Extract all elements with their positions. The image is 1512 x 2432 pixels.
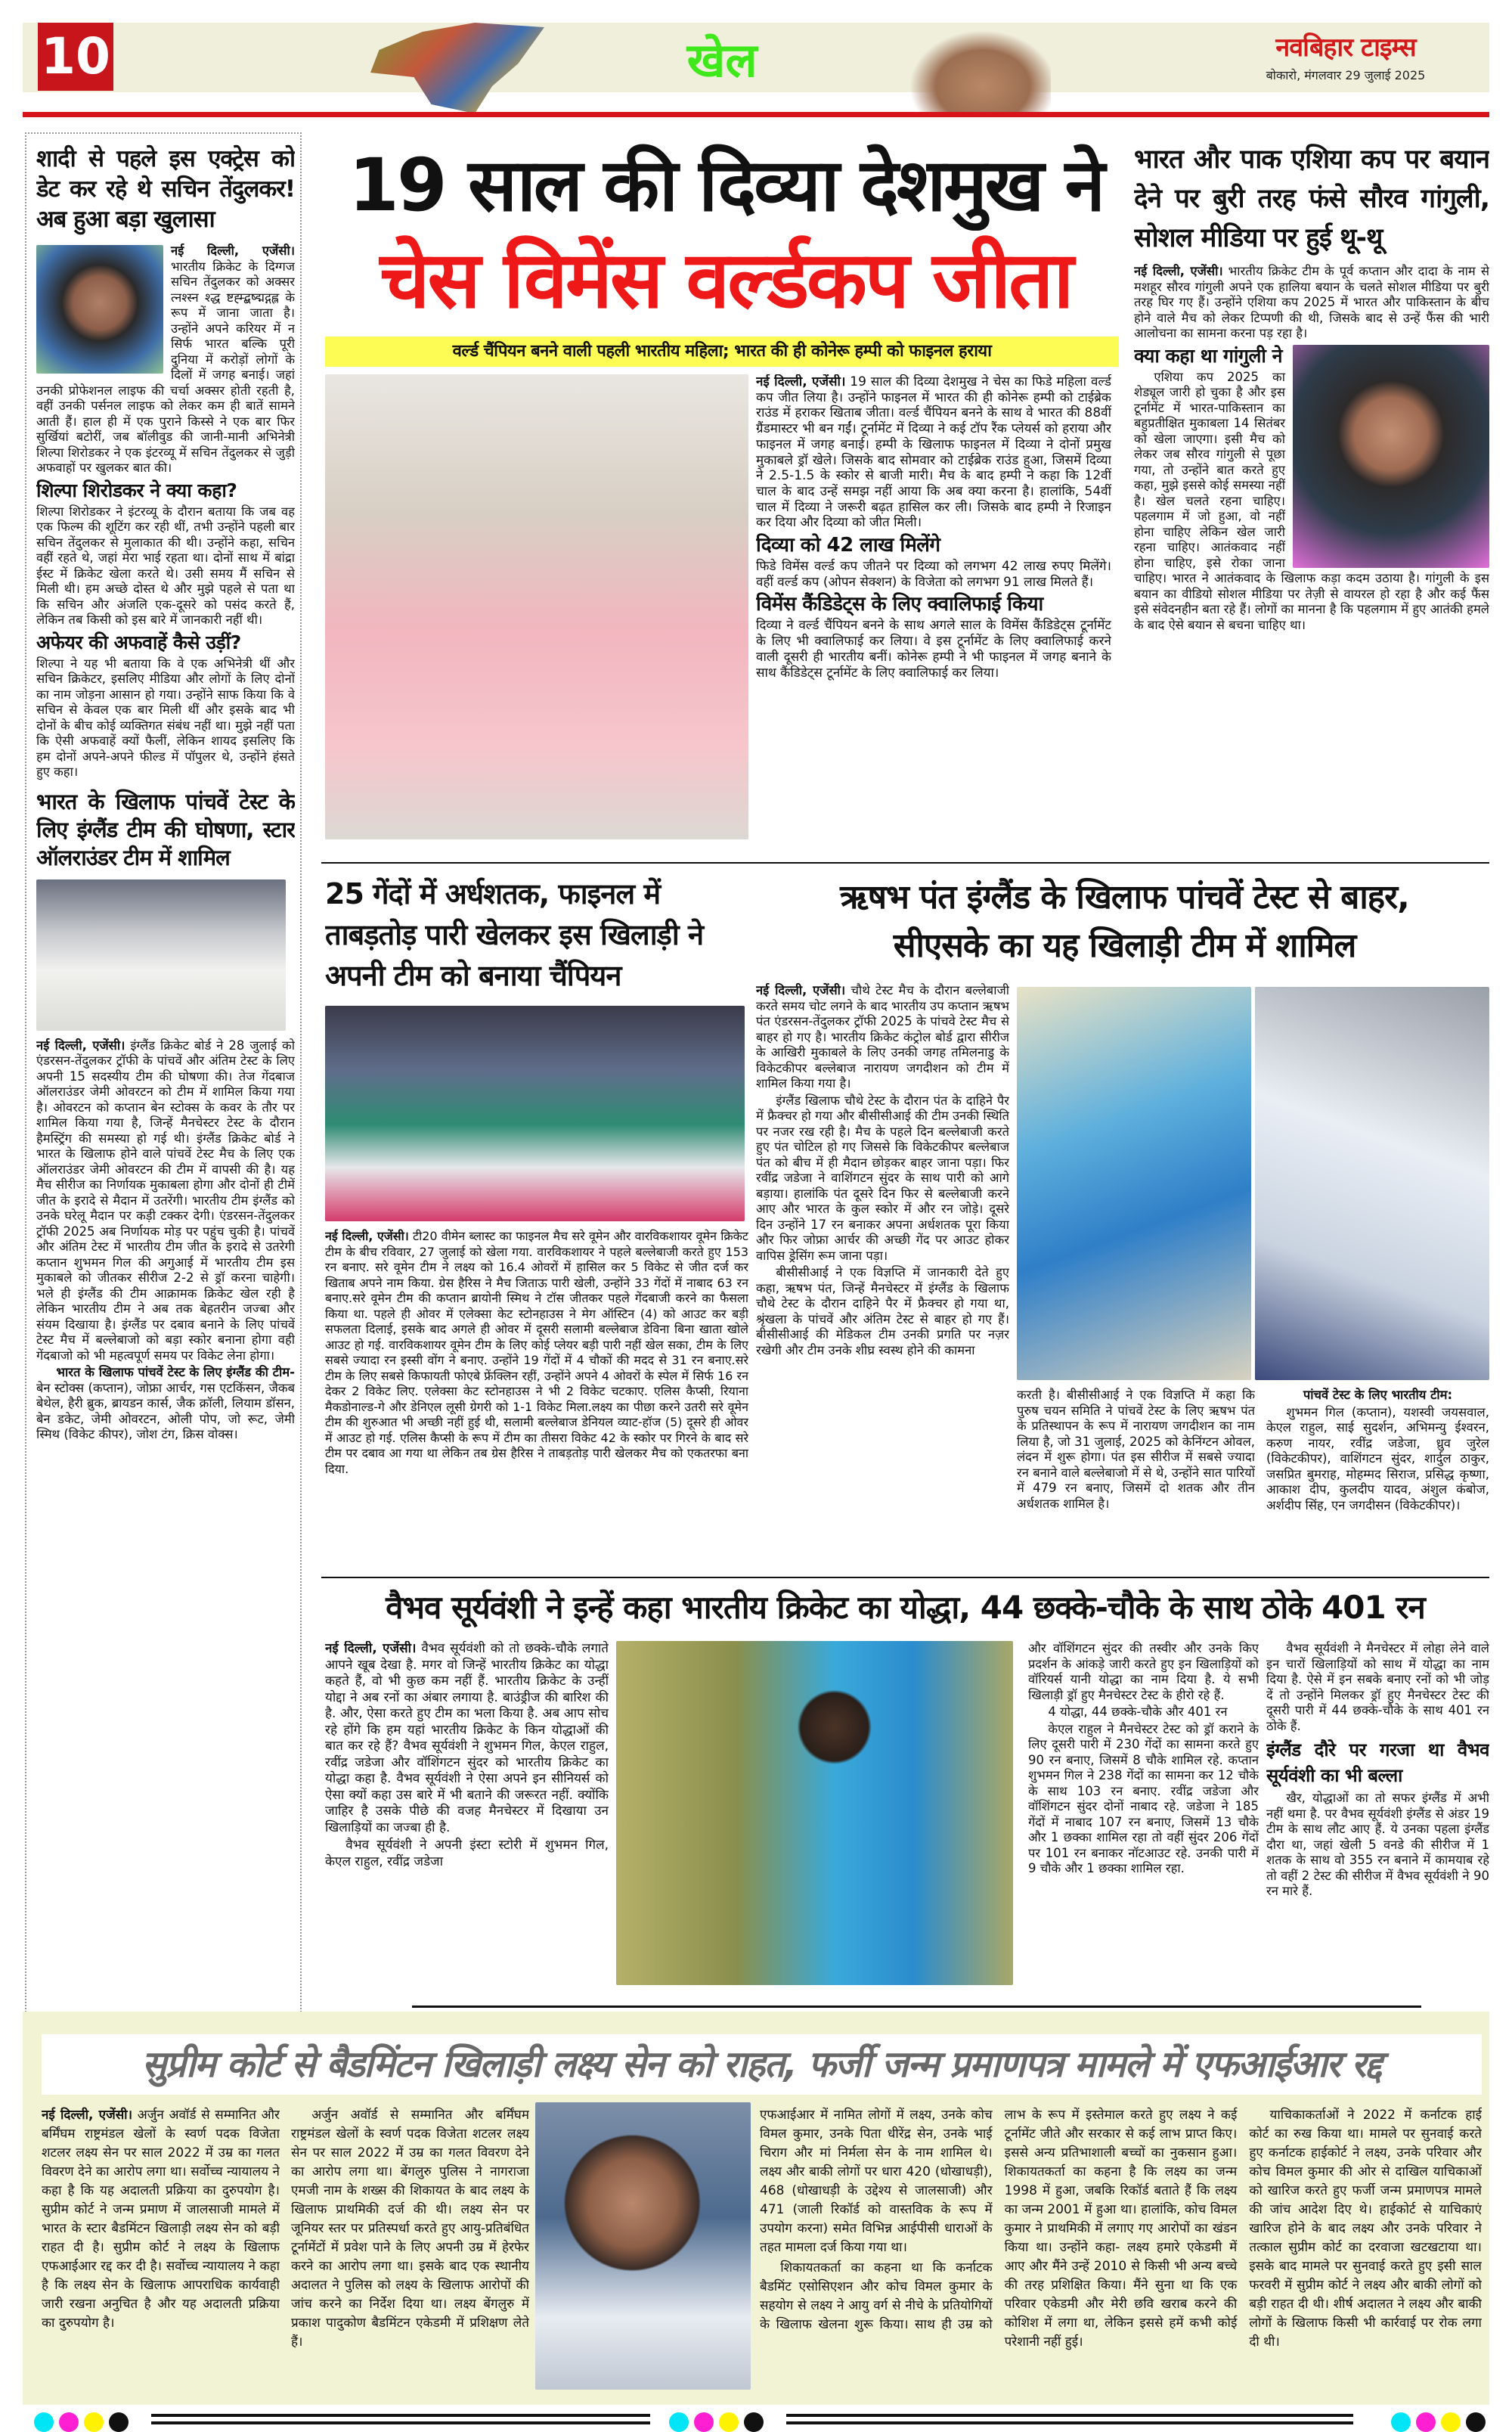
pant-walking-off-photo <box>1255 987 1489 1380</box>
ganguly-column <box>1134 140 1489 855</box>
lead-body <box>756 374 1111 847</box>
registration-mark-magenta <box>694 2412 714 2432</box>
pant-headline-line-2: सीएसके का यह खिलाड़ी टीम में शामिल <box>893 926 1356 965</box>
ganguly-headline: भारत और पाक एशिया कप पर बयान देने पर बुरी तरह फंसे सौरव गांगुली, सोशल मीडिया पर हुई थू-थू <box>1134 144 1489 253</box>
india-team-list: शुभमन गिल (कप्तान), यशस्वी जयसवाल, केएल राहुल, साई सुदर्शन, अभिमन्यु ईश्वरन, करुण नायर, रवींद्र जडेजा, ध्रुव जुरेल (विकेटकीपर), वाशिंगटन सुंदर, शार्दुल ठाकुर, जसप्रित बुमराह, मोहम्मद सिराज, प्रसिद्ध कृष्णा, आकाश दीप, कुलदीप यादव, अंशुल कंबोज, अर्शदीप सिंह, एन जगदीसन (विकेटकीपर)। <box>1266 1404 1489 1512</box>
registration-mark-cyan <box>1391 2412 1411 2432</box>
t20-paragraph: टी20 वीमेन ब्लास्ट का फाइनल मैच सरे वूमेन और वारविकशायर वूमेन क्रिकेट टीम के बीच रविवार, 27 जुलाई को खेला गया. वारविकशायर ने पहले बल्लेबाजी करते हुए 153 रन बनाए. सरे वूमेन टीम ने लक्ष्य को 16.4 ओवरों में हासिल कर 5 विकेट से जीत दर्ज कर खिताब अपने नाम किया. ग्रेस हैरिस ने मैच जिताऊ पारी खेली, उन्होंने 33 गेंदों में नाबाद 63 रन बनाए.सरे वूमेन टीम की कप्तान ब्रायोनी स्मिथ ने टॉस जीतकर पहले गेंदबाजी करने का फैसला किया था. पहले ही ओवर में एलेक्सा केट स्टोनहाउस ने मेग ऑस्टिन (4) को आउट कर बड़ी सफलता दिलाई, इसके बाद अगले ही ओवर में दूसरी सलामी बल्लेबाज डेविना बिना खाता खोले आउट हो गई. वारविकशायर वूमेन टीम के लिए कोई प्लेयर बड़ी पारी नहीं खेल सका, टीम के लिए सबसे ज्यादा रन इस्सी वोंग ने बनाए. उन्होंने 19 गेंदों में 4 चौकों की मदद से 31 रन बनाए.सरे टीम के लिए सबसे किफायती फोएबे फ्रेंक्लिन रहीं, उन्होंने अपने 4 ओवरों के स्पेल में सिर्फ 16 रन देकर 2 विकेट लिए. एलेक्सा केट स्टोनहाउस ने भी 2 विकेट चटकाए. एलिस कैप्सी, रियाना मैकडोनाल्ड-गे और डेनिएल लूसी ग्रेगरी को 1-1 विकेट मिला.लक्ष्य का पीछा करने उतरी सरे वूमेन टीम की शुरुआत भी अच्छी नहीं हुई थी, सलामी बल्लेबाज डेनियल व्याट-हॉज (5) दूसरे ही ओवर में आउट हो गई. एलिस कैप्सी के रूप में टीम का तीसरा विकेट 42 के स्कोर पर गिरने के बाद सरे टीम पर दबाव आ गया था लेकिन तब ग्रेस हैरिस ने ताबड़तोड़ पारी खेलकर मैच को एकतरफा बना दिया. <box>325 1229 748 1476</box>
surrey-team-celebration-photo <box>325 1006 745 1221</box>
lakshya-paragraph-2: अर्जुन अवॉर्ड से सम्मानित और बर्मिंघम राष्ट्रमंडल खेलों के स्वर्ण पदक विजेता शटलर लक्ष्य सेन पर साल 2022 में उम्र का गलत विवरण देने का आरोप लगा था। बेंगलुरु पुलिस ने नागराजा एमजी नाम के शख्स की शिकायत के बाद लक्ष्य के खिलाफ प्राथमिकी दर्ज की थी। लक्ष्य सेन पर जूनियर स्तर पर प्रतिस्पर्धा करते हुए आयु-प्रतिबंधित टूर्नामेंटों में प्रवेश पाने के लिए अपनी उम्र में हेरफेर करने का आरोप लगा था। इसके बाद एक स्थानीय अदालत ने पुलिस को लक्ष्य के खिलाफ आरोपों की जांच करने का निर्देश दिया था। लक्ष्य बेंगलुरु में प्रकाश पादुकोण बैडमिंटन एकेडमी में प्रशिक्षण लेते हैं। <box>291 2108 529 2350</box>
lakshya-columns-3-5 <box>760 2106 1482 2397</box>
england-headline: भारत के खिलाफ पांचवें टेस्ट के लिए इंग्लैंड टीम की घोषणा, स्टार ऑलराउंडर टीम में शामिल <box>36 788 295 870</box>
lakshya-paragraph-1: अर्जुन अवॉर्ड से सम्मानित और बर्मिंघम राष्ट्रमंडल खेलों के स्वर्ण पदक विजेता शटलर लक्ष्य सेन पर साल 2022 में उम्र का गलत विवरण देने का आरोप लगा था। सर्वोच्च न्यायालय ने कहा है कि यह अदालती प्रक्रिया का दुरुपयोग है। सुप्रीम कोर्ट ने जन्म प्रमाण में जालसाजी मामले में भारत के स्टार बैडमिंटन खिलाड़ी लक्ष्य सेन को बड़ी राहत दी है। सुप्रीम कोर्ट ने लक्ष्य के खिलाफ एफआईआर रद्द कर दी है। सर्वोच्च न्यायालय ने कहा है कि लक्ष्य सेन के खिलाफ आपराधिक कार्यवाही जारी रखना अनुचित है और यह अदालती प्रक्रिया का दुरुपयोग है। <box>42 2108 280 2331</box>
ganguly-subheading: क्या कहा था गांगुली ने <box>1134 344 1282 367</box>
section-divider <box>412 2005 1421 2008</box>
registration-mark-yellow <box>84 2412 104 2432</box>
sachin-paragraph-2: शिल्पा शिरोडकर ने इंटरव्यू के दौरान बताया कि जब वह एक फिल्म की शूटिंग कर रही थीं, तभी उन्होंने पहली बार सचिन तेंदुलकर से मुलाकात की थी। उन्होंने कहा, सचिन वहीं रहते थे, जहां मेरा भाई रहता था। दोनों साथ में बांद्रा ईस्ट में क्रिकेट खेला करते थे। उसी समय मैं सचिन से मिली थी। हम अच्छे दोस्त थे और मुझे पहले से पता था कि सचिन और अंजलि एक-दूसरे को पसंद करते हैं, लेकिन तब किसी को इस बारे में जानकारी नहीं थी। <box>36 504 295 627</box>
dateline: नई दिल्ली, एजेंसी। <box>36 1038 125 1053</box>
registration-mark-cyan <box>34 2412 54 2432</box>
dateline: नई दिल्ली, एजेंसी। <box>756 374 846 389</box>
registration-mark-black <box>1466 2412 1486 2432</box>
registration-mark-yellow <box>719 2412 739 2432</box>
england-team-label: भारत के खिलाफ पांचवें टेस्ट के लिए इंग्लैंड की टीम- <box>56 1365 295 1379</box>
england-team-photo <box>36 879 286 1031</box>
left-column <box>36 144 295 2019</box>
lakshya-headline: सुप्रीम कोर्ट से बैडमिंटन खिलाड़ी लक्ष्य सेन को राहत, फर्जी जन्म प्रमाणपत्र मामले में एफआईआर रद्द <box>42 2034 1482 2095</box>
vaibhav-suryavanshi-photo <box>616 1641 1013 1985</box>
vaibhav-body-column-2 <box>1028 1641 1259 1989</box>
ganguly-paragraph-1: भारतीय क्रिकेट टीम के पूर्व कप्तान और दादा के नाम से मशहूर सौरव गांगुली अपने एक हालिया बयान के चलते सोशल मीडिया पर बुरी तरह घिर गए हैं। उन्होंने एशिया कप 2025 में भारत और पाकिस्तान के बीच होने वाले मैच को लेकर टिप्पणी की थी, जिसके बाद से उन्हें फैंस की भारी आलोचना का सामना करना पड़ रहा है। <box>1134 264 1489 340</box>
vaibhav-paragraph-5: केएल राहुल ने मैनचेस्टर टेस्ट को ड्रॉ कराने के लिए दूसरी पारी में 230 गेंदों का सामना करते हुए 90 रन बनाए, जिसमें 8 चौके शामिल रहे. कप्तान शुभमन गिल ने 238 गेंदों का सामना कर 12 चौके के साथ 103 रन बनाए. रवींद्र जडेजा और वॉशिंगटन सुंदर दोनों नाबाद रहे. जडेजा ने 185 गेंदों में नाबाद 107 रन बनाए, जिसमें 13 चौके और 1 छक्का शामिल रहा तो वहीं सुंदर 206 गेंदों पर 101 रन बनाकर नॉटआउट रहे. उनकी पारी में 9 चौके और 1 छक्का शामिल रहा. <box>1028 1721 1259 1875</box>
pant-injury-photo <box>1017 987 1251 1380</box>
lakshya-column-1 <box>42 2106 280 2397</box>
lead-paragraph-2: फिडे विमेंस वर्ल्ड कप जीतने पर दिव्या को लगभग 42 लाख रुपए मिलेंगे। वहीं वर्ल्ड कप (ओपन सेक्शन) के विजेता को लगभग 91 लाख मिलते हैं। <box>756 559 1111 590</box>
vaibhav-body-column-3 <box>1266 1641 1489 1989</box>
sachin-paragraph-3: शिल्पा ने यह भी बताया कि वे एक अभिनेत्री थीं और सचिन क्रिकेटर, इसलिए मीडिया और लोगों के लिए दोनों का नाम जोड़ना आसान हो गया। उन्होंने साफ किया कि वे सचिन से केवल एक बार मिली थीं और इसके बाद भी दोनों के बीच कोई व्यक्तिगत संबंध नहीं था। मुझे नहीं पता कि ऐसी अफवाहें क्यों फैलीं, लेकिन शायद इसलिए कि हम दोनों अपने-अपने फील्ड में पॉपुलर थे, उन्होंने हंसते हुए कहा। <box>36 656 295 779</box>
ganguly-paragraph-2: एशिया कप 2025 का शेड्यूल जारी हो चुका है और इस टूर्नामेंट में भारत-पाकिस्तान का बहुप्रतीक्षित मुकाबला 14 सितंबर को खेला जाएगा। इसी मैच को लेकर जब सौरव गांगुली से पूछा गया, तो उन्होंने बात करते हुए कहा, मुझे इससे कोई समस्या नहीं है। खेल चलते रहना चाहिए। पहलगाम में जो हुआ, वो नहीं होना चाहिए लेकिन खेल जारी रहना चाहिए। आतंकवाद नहीं होना चाहिए, इसे रोका जाना चाहिए। भारत ने आतंकवाद के खिलाफ कड़ा कदम उठाया है। गांगुली के इस बयान का वीडियो सोशल मीडिया पर तेज़ी से वायरल हो रहा है और कई फैंस इसे संवेदनहीन बता रहे हैं। लोगों का मानना है कि पहलगाम में हुए आतंकी हमले के बाद ऐसे बयान से बचना चाहिए था। <box>1134 369 1489 632</box>
vaibhav-headline: वैभव सूर्यवंशी ने इन्हें कहा भारतीय क्रिकेट का योद्धा, 44 छक्के-चौके के साथ ठोके 401 रन <box>386 1589 1425 1626</box>
dateline: नई दिल्ली, एजेंसी। <box>756 983 846 997</box>
pant-paragraph-2: इंग्लैंड खिलाफ चौथे टेस्ट के दौरान पंत के दाहिने पैर में फ्रैक्चर हो गया और बीसीसीआई की टीम उनकी स्थिति पर नजर रख रही है। मैच के पहले दिन बल्लेबाजी करते हुए पंत चोटिल हो गए जिससे कि विकेटकीपर बल्लेबाज पंत को बीच में ही मैदान छोड़कर बाहर जाना पड़ा। फिर रवींद्र जडेजा ने वाशिंगटन सुंदर के साथ पारी को आगे बड़ाया। हालांकि पंत दूसरे दिन फिर से बल्लेबाजी करने आए और भारत के कुल स्कोर में और रन जोड़े। दूसरे दिन उन्होंने 17 रन बनाकर अपना अर्धशतक पूरा किया और फिर जोफ्रा आर्चर की अच्छी गेंद पर आउट होकर वापिस ड्रेसिंग रूम जाना पड़ा। <box>756 1093 1009 1263</box>
lead-paragraph-3: दिव्या ने वर्ल्ड चैंपियन बनने के साथ अगले साल के विमेंस कैंडिडेट्स टूर्नामेंट के लिए भी क्वालिफाई कर लिया। वे इस टूर्नामेंट के लिए क्वालिफाई करने वाली दूसरी ही भारतीय बनीं। कोनेरू हम्पी ने भी फाइनल में जगह बनाने के साथ कैंडिडेट्स टूर्नामेंट के लिए क्वालिफाई कर लिया। <box>756 618 1111 681</box>
dateline: नई दिल्ली, एजेंसी। <box>325 1229 409 1243</box>
lakshya-sen-photo <box>535 2102 751 2390</box>
lakshya-paragraph-4: शिकायतकर्ता का कहना था कि कर्नाटक बैडमिंट एसोसिएशन और कोच विमल कुमार के सहयोग से लक्ष्य ने आयु वर्ग से नीचे के प्रतियोगियों के खिलाफ खेलना शुरू किया। साथ ही उम्र को लाभ के रूप में इस्तेमाल करते हुए लक्ष्य ने कई टूर्नामेंट जीते और सरकार से कई लाभ प्राप्त किए। इससे अन्य प्रतिभाशाली बच्चों का नुकसान हुआ। शिकायतकर्ता का कहना है कि लक्ष्य का जन्म 1998 में हुआ, जबकि रिकॉर्ड बताते हैं कि लक्ष्य का जन्म 2001 में हुआ था। हालांकि, कोच विमल कुमार ने प्राथमिकी में लगाए गए आरोपों का खंडन किया था। उन्होंने कहा- लक्ष्य हमारे एकेडमी में आए और मैंने उन्हें 2010 से किसी भी अन्य बच्चे की तरह प्रशिक्षित किया। मैंने सुना था कि एक परिवार एकेडमी और मेरी छवि खराब करने की कोशिश में लगा था, लेकिन इससे हमें कभी कोई परेशानी नहीं हुई। <box>760 2108 1238 2350</box>
vaibhav-paragraph-1: वैभव सूर्यवंशी को तो छक्के-चौके लगाते आपने खूब देखा है. मगर वो जिन्हें भारतीय क्रिकेट का योद्धा कहते हैं, वो भी कुछ कम नहीं हैं. भारतीय क्रिकेट के उन्हीं योद्दा ने अब रनों का अंबार लगाया है. बाउंड्रीज की बारिश की है. और, ऐसा करते हुए टीम का भला किया है. अब आप सोच रहे होंगे कि हम यहां भारतीय क्रिकेट के किन योद्धाओं की बात कर रहे हैं? वैभव सूर्यवंशी ने शुभमन गिल, केएल राहुल, रवींद्र जडेजा और वॉशिंगटन सुंदर को भारतीय क्रिकेट का योद्धा कहा है. वैभव सूर्यवंशी ने ऐसा अपने इन सीनियर्स को ऐसा क्यों कहा उस बारे में भी बताने की जरूरत नहीं. क्योंकि जाहिर है उसके पीछे की वजह मैनचेस्टर में दिखाया उन खिलाड़ियों का जज्बा ही है. <box>325 1641 609 1835</box>
pant-paragraph-1: चौथे टेस्ट मैच के दौरान बल्लेबाजी करते समय चोट लगने के बाद भारतीय उप कप्तान ऋषभ पंत एंडरसन-तेंदुलकर ट्रॉफी 2025 के पांचवे टेस्ट मैच से बाहर हो गए है। भारतीय क्रिकेट कंट्रोल बोर्ड द्वारा सीरीज के आखिरी मुकाबले के लिए उनकी जगह तमिलनाडु के विकेटकीपर बल्लेबाज नारायण जगदीशन को टीम में शामिल किया गया है। <box>756 983 1009 1090</box>
crop-line <box>151 2414 650 2424</box>
pant-paragraph-3: बीसीसीआई ने एक विज्ञप्ति में जानकारी देते हुए कहा, ऋषभ पंत, जिन्हें मैनचेस्टर में इंग्लैंड के खिलाफ चौथे टेस्ट के दौरान दाहिने पैर में फ्रैक्चर हो गया था, श्रृंखला के पांचवें और अंतिम टेस्ट से बाहर हो गए हैं। बीसीसीआई की मेडिकल टीम उनकी प्रगति पर नज़र रखेगी और टीम उनके शीघ्र स्वस्थ होने की कामना <box>756 1265 1009 1357</box>
sachin-paragraph-1: भारतीय क्रिकेट के दिग्गज सचिन तेंदुलकर को अक्सर त्नश्स्न श्द्ध ष्टह्म्द्बष्द्मद्गह्ल के रूप में जाना जाता है। उन्होंने अपने करियर में न सिर्फ भारत बल्कि पूरी दुनिया में करोड़ों लोगों के दिलों में जगह बनाई। जहां उनकी प्रोफेशनल लाइफ की चर्चा अक्सर होती रहती है, वहीं उनकी पर्सनल लाइफ को लेकर कम ही बातें सामने आती हैं। हाल ही में एक पुराने किस्से ने एक बार फिर सुर्खियां बटोरीं, जब बॉलीवुड की जानी-मानी अभिनेत्री शिल्पा शिरोडकर ने एक इंटरव्यू में सचिन तेंदुलकर से जुड़ी अफवाहों पर खुलकर बात की। <box>36 259 295 475</box>
t20-headline: 25 गेंदों में अर्धशतक, फाइनल में ताबड़तोड़ पारी खेलकर इस खिलाड़ी ने अपनी टीम को बनाया चैंपियन <box>325 877 704 992</box>
lead-paragraph-1: 19 साल की दिव्या देशमुख ने चेस का फिडे महिला वर्ल्ड कप जीत लिया है। उन्होंने फाइनल में भारत की ही कोनेरू हम्पी को टाईब्रेक राउंड में हराकर खिताब जीता। वर्ल्ड चैंपियन बनने के साथ वे भारत की 88वीं ग्रैंडमास्टर भी बन गईं। टूर्नामेंट में दिव्या ने कई टॉप रैंक प्लेयर्स को हराया और फाइनल में जगह बनाई। हम्पी के खिलाफ फाइनल में दिव्या ने दोनों प्रमुख मुकाबले ड्रॉ खेले। जिसके बाद सोमवार को टाईब्रेक राउंड हुआ, जिसमें दिव्या ने 2.5-1.5 के स्कोर से बाजी मारी। मैच के बाद हम्पी ने कहा कि 12वीं चाल के बाद उन्हें समझ नहीं आया कि अब क्या करना है। हालांकि, 54वीं चाल में दिव्या ने जरूरी बढ़त हासिल कर ली। जिसके बाद हम्पी ने रिजाइन कर दिया और दिव्या को जीत मिली। <box>756 374 1111 531</box>
statue-image <box>900 23 1051 113</box>
dateline: नई दिल्ली, एजेंसी। <box>42 2108 133 2123</box>
section-title: खेल <box>686 33 758 88</box>
newspaper-logo: नवबिहार टाइम्स <box>1275 33 1416 63</box>
england-paragraph: इंग्लैंड क्रिकेट बोर्ड ने 28 जुलाई को एंडरसन-तेंदुलकर ट्रॉफी के पांचवें और अंतिम टेस्ट के लिए अपनी 15 सदस्यीय टीम की घोषणा की। तेज गेंदबाज ऑलराउंडर जेमी ओवरटन को टीम में शामिल किया गया है। ओवरटन को कप्तान बेन स्टोक्स के कवर के तौर पर शामिल किया गया है, जिन्हें मैनचेस्टर टेस्ट के दौरान हैमस्ट्रिंग की समस्या हो गई थी। इंग्लैंड क्रिकेट बोर्ड ने भारत के खिलाफ होने वाले पांचवें टेस्ट मैच के लिए एक ऑलराउंडर जेमी ओवरटन की टीम में वापसी की है। यह मैच सीरीज का निर्णायक मुकाबला होगा और दोनों ही टीमें जीत के इरादे से मैदान में उतरेंगी। भारतीय टीम इंग्लैंड को उनके घरेलू मैदान पर कड़ी टक्कर देगी। एंडरसन-तेंदुलकर ट्रॉफी 2025 अब निर्णायक मोड़ पर पहुंच चुकी है। पांचवें और अंतिम टेस्ट में भारतीय टीम जीत के इरादे से उतरेगी कप्तान शुभमन गिल की अगुआई में भारतीय टीम इस मुकाबले को जीतकर सीरीज 2-2 से ड्रॉ करना चाहेगी। भले ही इंग्लैंड की टीम आक्रामक क्रिकेट खेल रही है लेकिन भारतीय टीम ने अब तक बेहतरीन जज्बा और संयम दिखाया है। इंग्लैंड पर दबाव बनाने के लिए पांचवें टेस्ट मैच में बल्लेबाजो को बड़ा स्कोर बनाना होगा वही गेंदबाजो को भी महत्वपूर्ण समय पर विकेट लेना होगा। <box>36 1038 295 1363</box>
pant-body-column-1 <box>756 983 1009 1569</box>
dateline: नई दिल्ली, एजेंसी। <box>1134 264 1223 278</box>
lakshya-column-2 <box>291 2106 529 2397</box>
pant-paragraph-4: करती है। बीसीसीआई ने एक विज्ञप्ति में कहा कि पुरुष चयन समिति ने पांचवें टेस्ट के लिए ऋषभ पंत के प्रतिस्थापन के रूप में नारायण जगदीशन का नाम लिया है, जो 31 जुलाई, 2025 को केनिंग्टन ओवल, लंदन में शुरू होगा। पंत इस सीरीज में सबसे ज्यादा रन बनाने वाले बल्लेबाजो में से थे, उन्होंने सात पारियों में 479 रन बनाए, जिसमें दो शतक और तीन अर्धशतक शामिल है। <box>1017 1388 1255 1511</box>
pant-headline-line-1: ऋषभ पंत इंग्लैंड के खिलाफ पांचवें टेस्ट से बाहर, <box>840 878 1409 917</box>
india-team-label: पांचवें टेस्ट के लिए भारतीय टीम: <box>1303 1388 1453 1402</box>
sachin-photo <box>36 245 163 374</box>
lead-subheading-1: दिव्या को 42 लाख मिलेंगे <box>756 534 940 557</box>
vaibhav-paragraph-7: खैर, योद्धाओं का तो सफर इंग्लैंड में अभी नहीं थमा है. पर वैभव सूर्यवंशी इंग्लैंड से अंडर 19 टीम के साथ लौट आए हैं. ये उनका पहला इंग्लैंड दौरा था, जहां खेली 5 वनडे की सीरीज में 1 शतक के साथ वो 355 रन बनाने में कामयाब रहे तो वहीं 2 टेस्ट की सीरीज में वैभव सूर्यवंशी ने 90 रन मारे हैं. <box>1266 1791 1489 1898</box>
registration-mark-yellow <box>1441 2412 1461 2432</box>
registration-mark-magenta <box>59 2412 79 2432</box>
sachin-subheading-1: शिल्पा शिरोडकर ने क्या कहा? <box>36 479 237 501</box>
t20-body <box>325 1229 748 1569</box>
dateline: नई दिल्ली, एजेंसी। <box>325 1641 417 1656</box>
lead-subheading-2: विमेंस कैंडिडेट्स के लिए क्वालिफाई किया <box>756 593 1043 616</box>
header-rule <box>23 112 1489 117</box>
vaibhav-paragraph-4: 4 योद्धा, 44 छक्के-चौके और 401 रन <box>1048 1705 1228 1719</box>
section-divider <box>321 1577 1489 1578</box>
vaibhav-paragraph-2: वैभव सूर्यवंशी ने अपनी इंस्टा स्टोरी में शुभमन गिल, केएल राहुल, रवींद्र जडेजा <box>325 1838 609 1869</box>
registration-mark-cyan <box>669 2412 689 2432</box>
dateline: नई दिल्ली, एजेंसी। <box>171 244 295 258</box>
england-body <box>36 1038 295 1364</box>
vaibhav-body-column-1 <box>325 1641 609 1989</box>
lead-headline-red: चेस विमेंस वर्ल्डकप जीता <box>380 234 1072 326</box>
pant-body-column-2 <box>1017 1388 1255 1569</box>
sachin-headline: शादी से पहले इस एक्ट्रेस को डेट कर रहे थे सचिन तेंदुलकर! अब हुआ बड़ा खुलासा <box>36 145 295 233</box>
section-divider <box>321 862 1489 864</box>
lakshya-paragraph-3: एफआईआर में नामित लोगों में लक्ष्य, उनके कोच विमल कुमार, उनके पिता धीरेंद्र सेन, उनके भाई चिराग और मां निर्मला सेन के नाम शामिल थे। लक्ष्य और बाकी लोगों पर धारा 420 (धोखाधड़ी), 468 (धोखाधड़ी के उद्देश्य से जालसाजी) और 471 (जाली रिकॉर्ड को वास्तविक के रूप में उपयोग करना) समेत विभिन्न आईपीसी धाराओं के तहत मामला दर्ज किया गया था। <box>760 2108 993 2255</box>
england-team-list: बेन स्टोक्स (कप्तान), जोफ्रा आर्चर, गस एटकिंसन, जैकब बेथेल, हैरी ब्रुक, ब्रायडन कार्स, जैक क्रॉली, लियाम डॉसन, बेन डकेट, जेमी ओवरटन, ओली पोप, जो रूट, जेमी स्मिथ (विकेट कीपर), जोश टंग, क्रिस वोक्स। <box>36 1380 295 1441</box>
india-team-box <box>1266 1388 1489 1569</box>
ganguly-photo <box>1293 345 1489 568</box>
lakshya-paragraph-5: याचिकाकर्ताओं ने 2022 में कर्नाटक हाई कोर्ट का रुख किया था। मामले पर सुनवाई करते हुए कर्नाटक हाईकोर्ट ने लक्ष्य, उनके परिवार और कोच विमल कुमार की ओर से दाखिल याचिकाओं को खारिज करते हुए फर्जी जन्म प्रमाणपत्र मामले की जांच आदेश दिए थे। हाईकोर्ट से याचिकाएं खारिज होने के बाद लक्ष्य और उनके परिवार ने तत्काल सुप्रीम कोर्ट का दरवाजा खटखटाया था। इसके बाद मामले पर सुनवाई करते हुए इसी साल फरवरी में सुप्रीम कोर्ट ने लक्ष्य और बाकी लोगों को बड़ी राहत दी थी। शीर्ष अदालत ने लक्ष्य और बाकी लोगों के खिलाफ किसी भी कार्रवाई पर रोक लगा दी थी। <box>1249 2108 1482 2350</box>
registration-mark-black <box>109 2412 129 2432</box>
vaibhav-paragraph-6: वैभव सूर्यवंशी ने मैनचेस्टर में लोहा लेने वाले इन चारों खिलाड़ियों को साथ में योद्धा का नाम दिया है. ऐसे में इन सबके बनाए रनों को भी जोड़ दें तो उन्होंने मिलकर ड्रॉ हुए मैनचेस्टर टेस्ट की दूसरी पारी में 44 छक्के-चौके के साथ 401 रन ठोके हैं. <box>1266 1641 1489 1733</box>
divya-deshmukh-photo <box>325 374 748 839</box>
registration-mark-magenta <box>1416 2412 1436 2432</box>
crop-line <box>786 2414 1353 2424</box>
vaibhav-subheading: इंग्लैंड दौरे पर गरजा था वैभव सूर्यवंशी का भी बल्ला <box>1266 1739 1489 1786</box>
registration-mark-black <box>744 2412 764 2432</box>
pant-headline <box>760 873 1489 970</box>
vaibhav-paragraph-3: और वॉशिंगटन सुंदर की तस्वीर और उनके किए प्रदर्शन के आंकड़े जारी करते हुए इन खिलाड़ियों को वॉरियर्स यानी योद्धा का नाम दिया है. ये सभी खिलाड़ी ड्रॉ हुए मैनचेस्टर टेस्ट के हीरो रहे हैं. <box>1028 1641 1259 1702</box>
issue-date: बोकारो, मंगलवार 29 जुलाई 2025 <box>1266 68 1426 82</box>
sachin-subheading-2: अफेयर की अफवाहें कैसे उड़ीं? <box>36 631 241 653</box>
page-number: 10 <box>38 23 113 91</box>
lead-strapline: वर्ल्ड चैंपियन बनने वाली पहली भारतीय महिला; भारत की ही कोनेरू हम्पी को फाइनल हराया <box>325 337 1119 367</box>
lead-headline: 19 साल की दिव्या देशमुख ने <box>349 143 1103 228</box>
